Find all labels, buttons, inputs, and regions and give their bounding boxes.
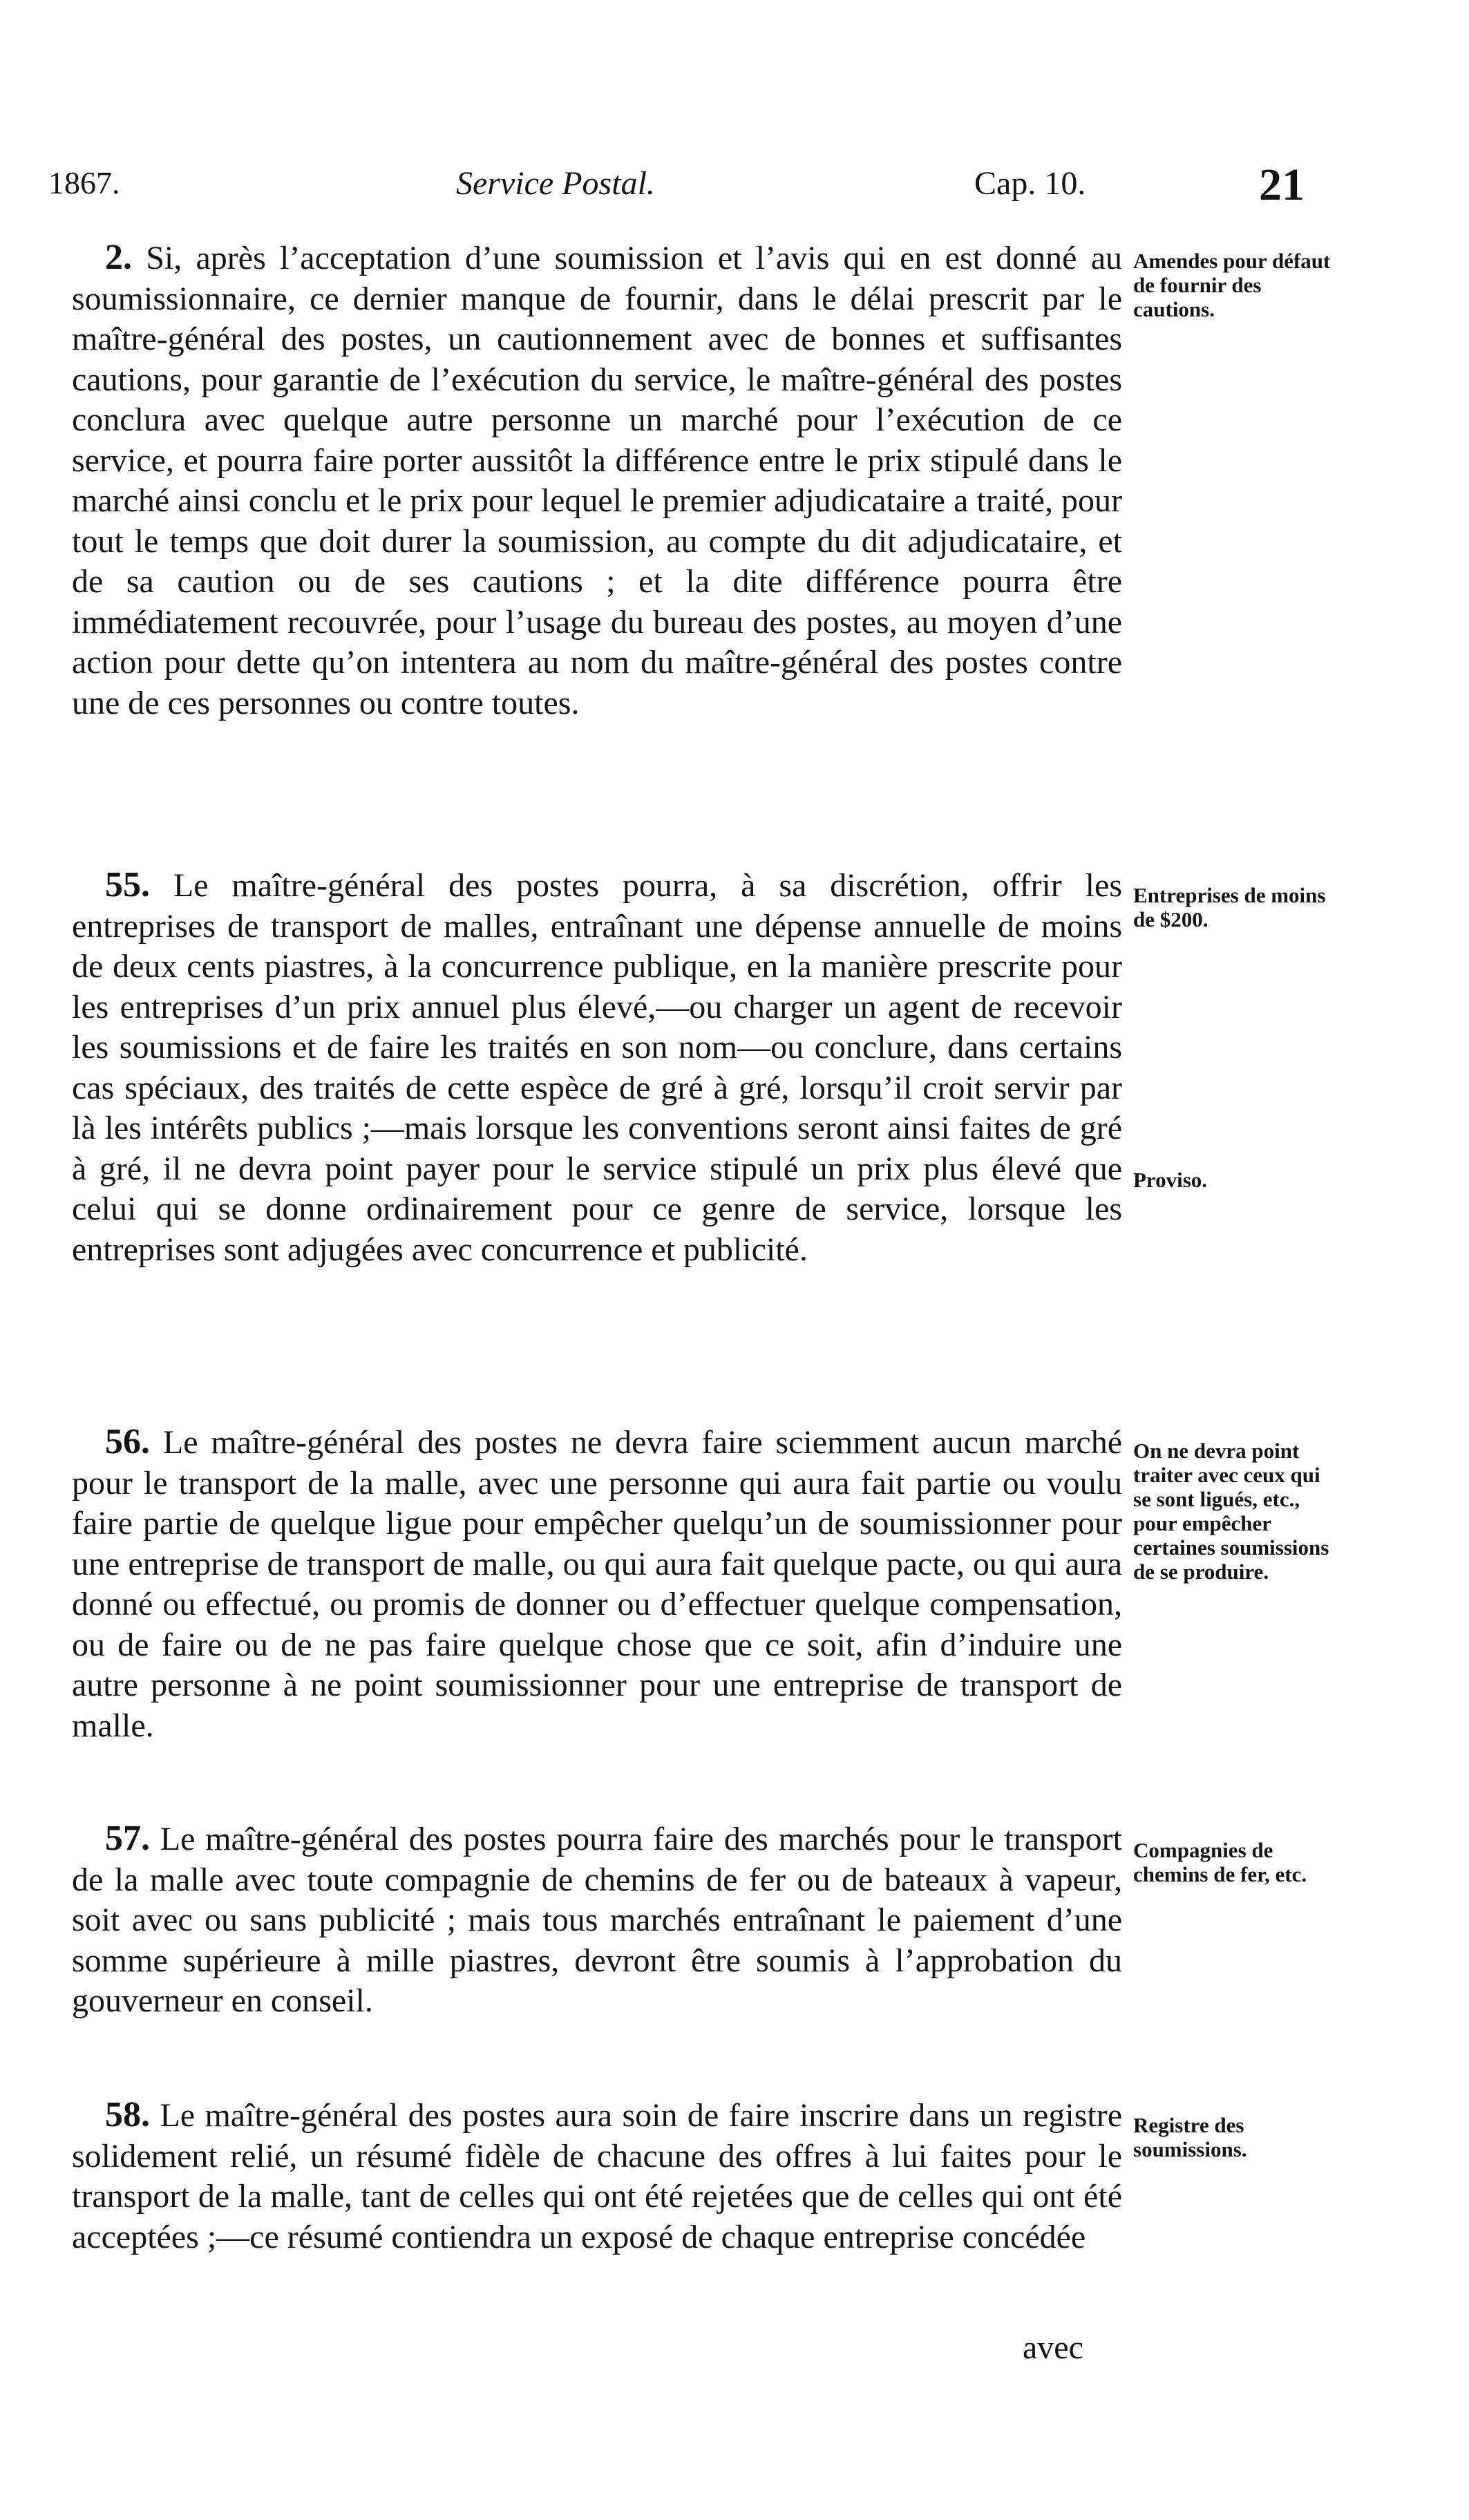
section-text: Si, après l’acceptation d’une soumission et l’avis qui en est donné au soumissionnaire, ce dernier manque de fournir, dans le délai prescrit par le maître-général des postes, un cautionnement avec de bonnes et suffisantes cautions, pour garantie de l’exécution du service, le maître-général des postes conclura avec quelque autre personne un marché pour l’exécution de ce service, et pourra faire porter aussitôt la différence entre le prix stipulé dans le marché ainsi conclu et le prix pour lequel le premier adjudicataire a traité, pour tout le temps que doit durer la soumission, au compte du dit adjudicataire, et de sa caution ou de ses cautions ; et la dite différence pourra être immédiatement recouvrée, pour l’usage du bureau des postes, au moyen d’une action pour dette qu’on intentera au nom du maître-général des postes contre une de ces personnes ou contre toutes. [72,240,1123,721]
section-number: 57. [105,1819,150,1858]
section-2 [72,238,1122,723]
header-chapter: Cap. 10. [974,165,1086,202]
page-number: 21 [1259,160,1305,210]
header-year: 1867. [48,165,120,200]
margin-note-proviso: Proviso. [1133,1168,1208,1192]
section-number: 55. [105,865,150,904]
section-55 [72,865,1122,1270]
section-58 [72,2095,1122,2257]
margin-note-registre: Registre des soumissions. [1133,2113,1247,2161]
section-56 [72,1422,1122,1746]
header-title: Service Postal. [456,165,655,202]
section-number: 56. [105,1422,150,1461]
margin-note-compagnies: Compagnies de chemins de fer, etc. [1133,1838,1307,1886]
running-header [48,151,1320,213]
margin-note-ligues: On ne devra point traiter avec ceux qui se sont ligués, etc., pour empêcher certaines soumissions de se produire. [1133,1439,1329,1584]
catchword: avec [1023,2329,1083,2366]
margin-note-amendes: Amendes pour défaut de fournir des cautions. [1133,249,1331,321]
margin-note-entreprises: Entreprises de moins de $200. [1133,883,1326,931]
section-57 [72,1819,1122,2022]
section-number: 2. [105,238,132,277]
section-text: Le maître-général des postes aura soin de faire inscrire dans un registre solidement relié, un résumé fidèle de chacune des offres à lui faites pour le transport de la malle, tant de celles qui ont été rejetées que de celles qui ont été acceptées ;—ce résumé contiendra un exposé de chaque entreprise concédée [72,2097,1123,2255]
section-text: Le maître-général des postes ne devra faire sciemment aucun marché pour le transport de la malle, avec une personne qui aura fait partie ou voulu faire partie de quelque ligue pour empêcher quelqu’un de soumissionner pour une entreprise de transport de malle, ou qui aura fait quelque pacte, ou qui aura donné ou effectué, ou promis de donner ou d’effectuer quelque compensation, ou de faire ou de ne pas faire quelque chose que ce soit, afin d’induire une autre personne à ne point soumissionner pour une entreprise de transport de malle. [72,1424,1123,1744]
section-text: Le maître-général des postes pourra faire des marchés pour le transport de la malle avec toute compagnie de chemins de fer ou de bateaux à vapeur, soit avec ou sans publicité ; mais tous marchés entraînant le paiement d’une somme supérieure à mille piastres, devront être soumis à l’approbation du gouverneur en conseil. [72,1821,1123,2019]
section-number: 58. [105,2095,150,2134]
section-text: Le maître-général des postes pourra, à sa discrétion, offrir les entreprises de transport de malles, entraînant une dépense annuelle de moins de deux cents piastres, à la concurrence publique, en la manière prescrite pour les entreprises d’un prix annuel plus élevé,—ou charger un agent de recevoir les soumissions et de faire les traités en son nom—ou conclure, dans certains cas spéciaux, des traités de cette espèce de gré à gré, lorsqu’il croit servir par là les intérêts publics ;—mais lorsque les conventions seront ainsi faites de gré à gré, il ne devra point payer pour le service stipulé un prix plus élevé que celui qui se donne ordinairement pour ce genre de service, lorsque les entreprises sont adjugées avec concurrence et publicité. [72,867,1123,1268]
